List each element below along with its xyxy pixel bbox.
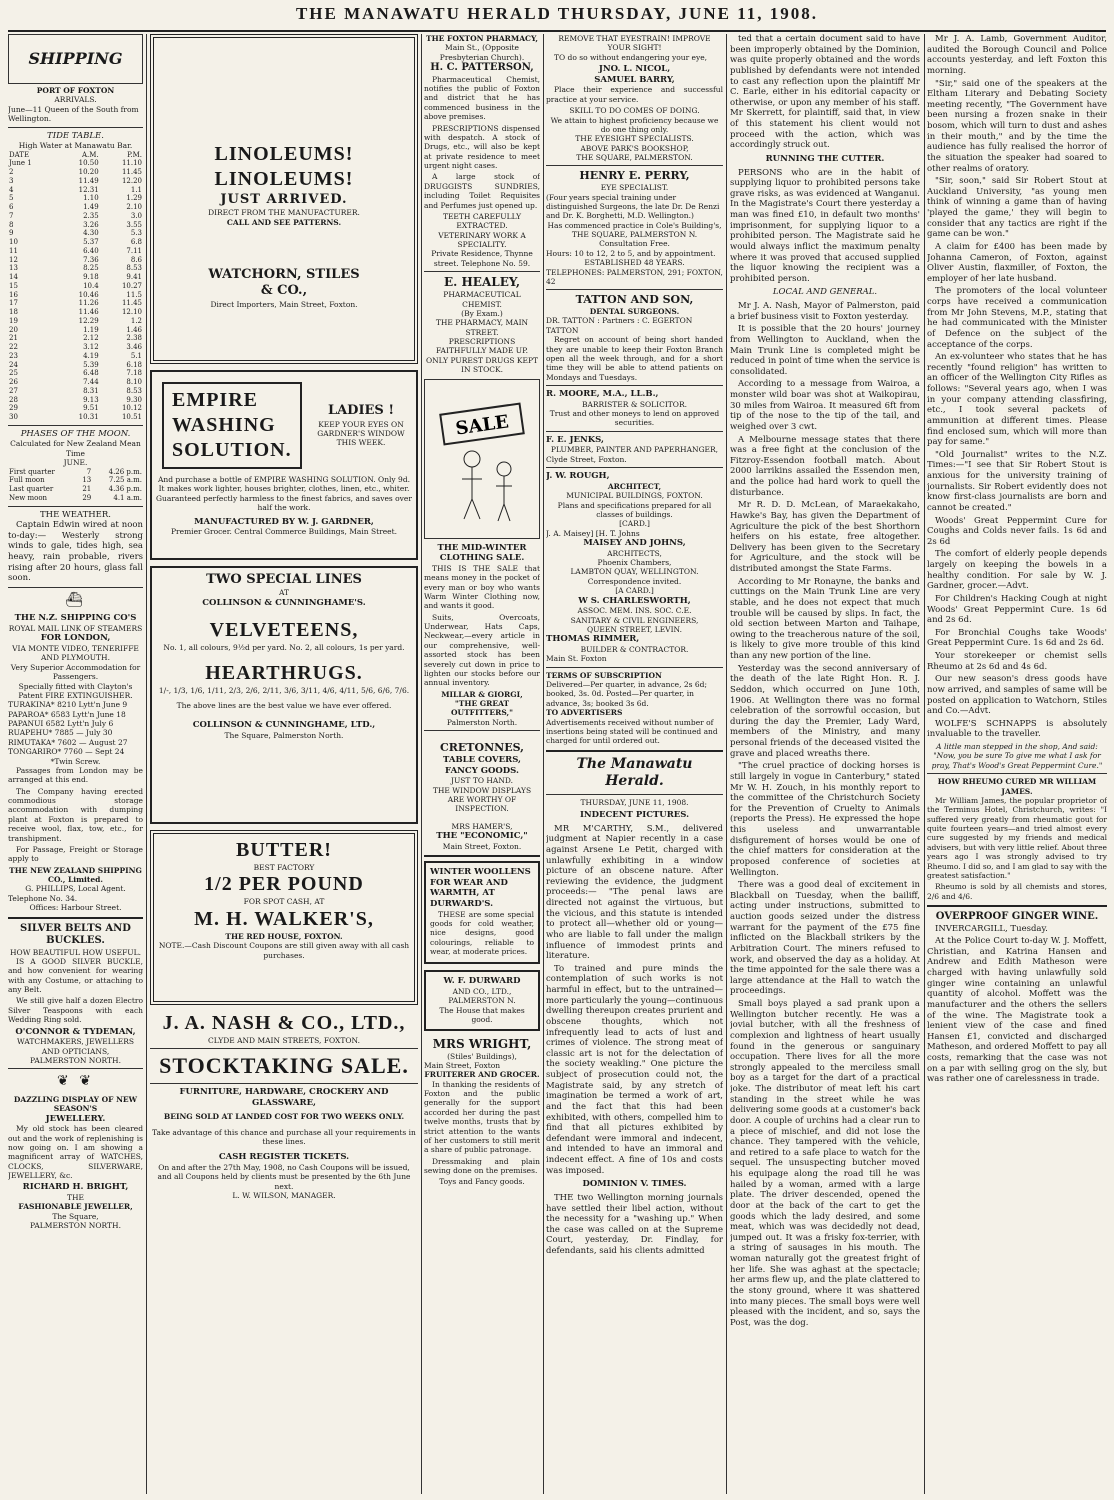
the-label: THE — [66, 1193, 85, 1202]
card: [CARD.] — [619, 519, 650, 529]
tide-row: 21 2.12 2.38 — [9, 334, 142, 343]
rough: J. W. ROUGH, — [546, 471, 610, 482]
just-hand: JUST TO HAND. — [450, 776, 514, 786]
twin-screw: *Twin Screw. — [50, 756, 101, 766]
to-advertisers: TO ADVERTISERS — [546, 708, 623, 718]
article-p10: "The cruel practice of docking horses is still largely in vogue in Canterbury," stated Mr W. H. Zouch, in his monthly report to the committee of the Christchurch Society for the Prevention of Cruelty to Animals (reports the Press). He expressed the hope this useless and unwarrantable disfigurement of horses would be one of the chief matters for consideration at the proposed conference of societies at Wellington. — [730, 761, 920, 878]
passages: Passages from London may be arranged at this end. — [8, 765, 143, 785]
article-p3: Mr J. A. Nash, Mayor of Palmerston, paid a brief business visit to Foxton yesterday. — [730, 301, 920, 322]
chemist: PHARMACEUTICAL CHEMIST. — [443, 290, 521, 309]
house-good: The House that makes good. — [439, 1005, 525, 1025]
silver-title: SILVER BELTS AND BUCKLES. — [20, 922, 131, 946]
jenks: F. E. JENKS, — [546, 434, 604, 445]
col6-p11: For Bronchial Coughs take Woods' Great Peppermint Cure. 1s 6d and 2s 6d. — [927, 627, 1107, 649]
col6-p2: "Sir," said one of the speakers at the Eltham Literary and Debating Society meeting recently, "The Government have been nursing a frozen snake in their bosom, which will turn to dust and ashes in their mouth," and by the time the audience has fully realised the horror of the situation the speaker had soared to other realms of oratory. — [927, 78, 1107, 174]
hours: Hours: 10 to 12, 2 to 5, and by appointment. — [546, 248, 716, 258]
article-p11: There was a good deal of excitement in Blackball on Tuesday, when the bailiff, acting under instructions, submitted to auction goods seized under the distress warrant for the payment of the £75 fine inflicted on the Blackball strikers by the Arbitration Court. The miners refused to work, and observed the day as a holiday. At the time appointed for the sale there was a large attendance at the Hall to watch the proceedings. — [730, 880, 920, 997]
col6-p4: A claim for £400 has been made by Johanna Cameron, of Foxton, against Oliver Austin, flaxmiller, of Foxton, the employer of her late husband. — [927, 241, 1107, 284]
jewellery-text: My old stock has been cleared out and the work of replenishing is now going on. I am showing a magnificent array of WATCHES, CLOCKS, SILVERWARE, JEWELLERY, &c. — [8, 1124, 143, 1180]
tide-row: 6 1.49 2.10 — [9, 203, 142, 211]
eye-spec: EYE SPECIALIST. — [600, 183, 669, 193]
moon-title: PHASES OF THE MOON. — [20, 428, 131, 439]
extinguisher: Specially fitted with Clayton's Patent FIRE EXTINGUISHER. — [18, 681, 133, 700]
col6-p7: "Old Journalist" writes to the N.Z. Times:—"I see that Sir Robert Stout is anxious for the university training of journalists. Sir Robert evidently does not know first-class journalists are born and cannot be created." — [927, 449, 1107, 513]
sanitary: SANITARY & CIVIL ENGINEERS, — [570, 615, 699, 625]
at: AT — [278, 588, 289, 598]
perry-text: (Four years special training under distinguished Surgeons, the late Dr. De Renzi and Dr. K. Borghetti, M.D. Wellington.) — [546, 192, 720, 221]
barrister: BARRISTER & SOLICITOR. — [581, 399, 687, 409]
tide-row: 14 9.18 9.41 — [9, 273, 142, 281]
economic: THE "ECONOMIC," — [436, 831, 528, 841]
municipal: MUNICIPAL BUILDINGS, FOXTON. — [566, 491, 703, 501]
column-5 — [730, 34, 920, 1496]
tide-row: June 1 10.50 11.10 — [9, 159, 142, 168]
watchmakers: WATCHMAKERS, JEWELLERS AND OPTICIANS, — [17, 1037, 134, 1056]
advantage: Take advantage of this chance and purchase all your requirements in these lines. — [152, 1127, 416, 1146]
jewellery-title: JEWELLERY. — [45, 1113, 106, 1124]
durward-co: AND CO., LTD., PALMERSTON N. — [448, 987, 516, 1006]
tatton: TATTON AND SON, — [575, 293, 694, 307]
regret: Regret on account of being short handed they are unable to keep their Foxton Branch open all the week through, and for a short time they will be able to attend patients on Mondays and Tuesdays. — [546, 335, 723, 382]
lambton: LAMBTON QUAY, WELLINGTON. — [570, 567, 699, 577]
purest: ONLY PUREST DRUGS KEPT IN STOCK. — [425, 355, 539, 375]
indecent-title: INDECENT PICTURES. — [579, 810, 690, 820]
tide-row: 16 10.46 11.5 — [9, 290, 142, 299]
article-p6: A Melbourne message states that there was a free fight at the conclusion of the Fitzroy-Essendon football match. About 2000 larrikins assailed the Essendon men, and the police had hard work to quell the disturbance. — [730, 434, 920, 498]
direct: DIRECT FROM THE MANUFACTURER. — [208, 208, 360, 218]
article-p2: PERSONS who are in the habit of supplying liquor to prohibited persons take grave risks, as was evidenced at Wanganui. In the Magistrate's Court there yesterday a man was fined £10, in default two months' imprisonment, for supplying liquor to a prohibited person. The Magistrate said he would always inflict the maximum penalty where it was proved that accused supplied the liquor knowing the recipient was a prohibited person. — [730, 167, 920, 284]
terms-text: Delivered—Per quarter, in advance, 2s 6d; booked, 3s. 0d. Posted—Per quarter, in advance, 3s; booked 3s 6d. — [546, 680, 707, 708]
above-lines: The above lines are the best value we have ever offered. — [176, 701, 392, 710]
sale-text: THIS IS THE SALE that means money in the pocket of every man or boy who wants Warm Winter Clothing now, and wants it good. — [424, 563, 540, 611]
tide-row: 8 3.26 3.55 — [9, 220, 142, 229]
herald-title: The Manawatu Herald. — [576, 755, 693, 790]
eyestrain: REMOVE THAT EYESTRAIN! IMPROVE YOUR SIGHT! — [558, 34, 711, 53]
keep-eyes: KEEP YOUR EYES ON GARDNER'S WINDOW THIS WEEK. — [317, 419, 405, 448]
perry: HENRY E. PERRY, — [579, 169, 690, 183]
tide-row: 26 7.44 8.10 — [9, 378, 142, 386]
dazzling: DAZZLING DISPLAY OF NEW SEASON'S — [13, 1094, 138, 1114]
pharmacy: THE FOXTON PHARMACY, — [426, 34, 538, 43]
stocktaking: STOCKTAKING SALE. — [159, 1053, 409, 1079]
skill: SKILL TO DO COMES OF DOING. — [569, 106, 700, 116]
table-covers: TABLE COVERS, — [442, 754, 521, 765]
collinson-ad — [150, 566, 418, 824]
arrivals-heading: ARRIVALS. — [54, 95, 97, 105]
faithfully: PRESCRIPTIONS FAITHFULLY MADE UP. — [435, 337, 528, 356]
telephones: TELEPHONES: PALMERSTON, 291; FOXTON, 42 — [546, 267, 723, 286]
tide-row: 13 8.25 8.53 — [9, 264, 142, 273]
company-text: The Company having erected commodious storage accommodation with dumping plant at Foxton is prepared to receive wool, flax, tow, etc., for transhipment. — [8, 786, 143, 843]
above-parks: ABOVE PARK'S BOOKSHOP, — [580, 143, 689, 153]
telephone: Telephone No. 34. — [8, 893, 78, 903]
column-rule — [924, 34, 925, 1494]
royal-mail: ROYAL MAIL LINK OF STEAMERS — [8, 624, 143, 633]
sale-sign-text: SALE — [454, 410, 511, 440]
durward-ad — [424, 970, 540, 1030]
winter-ad — [424, 861, 540, 964]
economic-address: Main Street, Foxton. — [442, 841, 522, 851]
square: The Square, — [52, 1211, 99, 1221]
steamer-row: RIMUTAKA* 7602 — August 27 — [8, 737, 128, 747]
velv-prices: No. 1, all colours, 9½d per yard. No. 2, all colours, 1s per yard. — [163, 643, 405, 653]
tide-row: 30 10.31 10.51 — [9, 413, 142, 421]
overproof-text: At the Police Court to-day W. J. Moffett, Christian, and Katrina Hansen and Andrew and Edith Matheson were charged with having unlawfully sold ginger wine containing an unlawful quantity of alcohol. Moffett was the manufacturer and the others the sellers of the wine. The Magistrate took a lenient view of the case and fined Hansen £1, convicted and discharged Matheson, and ordered Moffett to pay all costs, remarking that the case was not on a par with selling grog on the sly, but was rather one of carelessness in trade. — [927, 936, 1107, 1085]
rimmer: THOMAS RIMMER, — [546, 634, 640, 645]
local-title: LOCAL AND GENERAL. — [772, 287, 878, 298]
phoenix: Phoenix Chambers, — [597, 558, 672, 567]
cash-note: NOTE.—Cash Discount Coupons are still given away with all cash purchases. — [158, 941, 410, 960]
column-2 — [150, 34, 418, 1496]
residence: Private Residence, Thynne street. Telephone No. 59. — [431, 249, 533, 268]
commenced: Has commenced practice in Cole's Building's, — [547, 220, 722, 230]
eyesight: THE EYESIGHT SPECIALISTS. — [575, 134, 694, 144]
per-pound: 1/2 PER POUND — [204, 873, 364, 896]
just-arrived: JUST ARRIVED. — [220, 192, 348, 207]
tide-table: DATE A.M. P.M. June 1 10.50 11.10 2 10.20 11.45 3 11.49 12.20 4 12.31 1.1 5 1.10 1.29 6 1.49 2.10 7 2.35 3.0 8 3.26 3.55 9 4.30 5.3 10 5.37 6.8 11 6.40 7.11 12 7.36 8.6 13 8.25 8.53 14 9.18 9.41 15 10.4 10.27 16 10.46 11.5 17 11.26 11.45 18 11.46 12.10 19 12.29 1.2 20 1.19 1.46 21 2.12 2.38 22 3.12 3.46 23 4.19 5.1 24 5.39 6.18 25 6.48 7.18 26 7.44 8.10 27 8.31 8.53 28 9.13 9.30 29 9.51 10.12 30 10.31 10.51 — [9, 150, 142, 421]
indecent-p1: MR M'CARTHY, S.M., delivered judgment at Napier recently in a case against Arsene Le Petit, charged with unlawfully exhibiting in a window picture of an obscene nature. After reviewing the evidence, the judgment proceeds:— "The penal laws are directed not against the virtuous, but the vicious, and this statute is intended to protect all—whether old or young—who are liable to fall under the malign influence of immodest prints and literature. — [546, 823, 723, 962]
silver-text: IS A GOOD SILVER BUCKLE, and how convenient for wearing with any Costume, or attaching to any Belt. — [8, 956, 143, 994]
column-6 — [927, 34, 1107, 1496]
shipping-logo: SHIPPING — [8, 34, 143, 84]
attain: We attain to highest proficiency because we do one thing only. — [550, 115, 719, 134]
oconnor-name: O'CONNOR & TYDEMAN, — [15, 1026, 136, 1037]
millar-address: Palmerston North. — [446, 717, 518, 727]
druggists: A large stock of DRUGGISTS SUNDRIES, including Toilet Requisites and Perfumes just opened up. — [424, 172, 540, 210]
overproof-title: OVERPROOF GINGER WINE. — [935, 911, 1099, 922]
tide-row: 7 2.35 3.0 — [9, 211, 142, 220]
toys: Toys and Fancy goods. — [439, 1177, 525, 1187]
moon-subtitle: Calculated for New Zealand Mean Time — [10, 439, 141, 458]
steamer-list — [8, 700, 143, 756]
winter-heading: WINTER WOOLLENS FOR WEAR AND WARMTH, AT DURWARD'S. — [430, 867, 531, 909]
ship-icon: ⛴ — [65, 591, 86, 608]
durward: W. F. DURWARD — [443, 976, 521, 987]
accommodation: Very Superior Accommodation for Passengers. — [10, 662, 141, 682]
velveteens: VELVETEENS, — [209, 619, 359, 642]
company-name: THE NEW ZEALAND SHIPPING CO., Limited. — [9, 865, 142, 884]
silver-text-2: We still give half a dozen Electro Silver Teaspoons with each Wedding Ring sold. — [8, 996, 143, 1025]
tide-row: 23 4.19 5.1 — [9, 351, 142, 360]
architect: ARCHITECT, — [607, 481, 662, 491]
ladies: LADIES ! — [327, 403, 395, 419]
manufactured: MANUFACTURED BY W. J. GARDNER, — [194, 516, 374, 527]
col6-p9: The comfort of elderly people depends largely on keeping the bowels in a healthy condition. For sale by W. J. Gardner, grocer.—Advt. — [927, 549, 1107, 592]
healey: E. HEALEY, — [443, 275, 521, 290]
empire-2: WASHING — [172, 414, 276, 436]
lino-heading-1: LINOLEUMS! — [214, 143, 354, 165]
poem: A little man stepped in the shop, And said: "Now, you be sure To give me what I ask for pray, That's Wood's Great Peppermint Cure." — [931, 742, 1103, 770]
moon-table — [8, 468, 143, 503]
watchorn-name: WATCHORN, STILES — [208, 267, 360, 282]
col6-p8: Woods' Great Peppermint Cure for Coughs and Colds never fails. 1s 6d and 2s 6d — [927, 515, 1107, 547]
tide-row: 24 5.39 6.18 — [9, 360, 142, 369]
queen: QUEEN STREET, LEVIN. — [586, 624, 683, 634]
tide-row: 22 3.12 3.46 — [9, 343, 142, 351]
ornament-icon: ❦ ❦ — [57, 1073, 94, 1090]
article-p1: ted that a certain document said to have been improperly obtained by the Dominion, was quite properly obtained and the words published by defendants were not intended to cast any reflection upon the plaintiff Mr C. Earle, either in his editorial capacity or otherwise, or upon any member of his staff. Mr Skerrett, for plaintiff, said that, in view of this statement his client would not proceed with the action, which was accordingly struck out. — [730, 34, 920, 151]
tide-row: 3 11.49 12.20 — [9, 176, 142, 185]
article-p7: Mr R. D. D. McLean, of Maraekakaho, Hawke's Bay, has given the Department of Agriculture the pick of the best Shorthorn heifers on his estate, free altogether. Delivery has been given to the Secretary for Agriculture, and the stock will be distributed amongst the State Farms. — [730, 500, 920, 574]
partners: DR. TATTON : Partners : C. EGERTON TATTON — [546, 316, 693, 335]
millar: MILLAR & GIORGI, — [441, 689, 523, 699]
stiles-buildings: (Stiles' Buildings), — [447, 1051, 517, 1061]
tide-row: 28 9.13 9.30 — [9, 395, 142, 404]
fancy-goods: FANCY GOODS. — [445, 765, 519, 776]
rheumo-text: Mr William James, the popular proprietor of the Terminus Hotel, Christchurch, writes: "I suffered very greatly from rheumatic gout for quite fourteen years—and tried almost every cure suggested by my friends and medical advisers, but with very little relief. About three years ago I was strongly advised to try Rheumo. I did so, and I am glad to say with the greatest satisfaction." — [927, 795, 1107, 880]
adv-text: Advertisements received without number of insertions being stated will be continued and charged for until ordered out. — [546, 717, 718, 746]
article-p12: Small boys played a sad prank upon a Wellington butcher recently. He was a jovial butcher, with all the freshness of complexion and lightness of heart usually found in the generous or sanguinary occupation. There lives for all the more strongly appealed to the merciless small boy as a target for the dart of a practical joke. The distributor of meat left his cart standing in the street while he was delivering some goods at a customer's back door. A couple of urchins had a clear run to a piece of mischief, and did not lose the chance. They tampered with the vehicle, and retired to a safe place to watch for the sequel. The unsuspecting butcher moved his equipage along the road till he was hailed by a woman, armed with a large plate. The driver descended, opened the door at the back of the cart to get the goods which the lady desired, and some meat, which was was decidedly not dead, jumped out. It was a frisky fox-terrier, with a string of sausages in his mouth. The woman naturally got the greatest fright of her life. She was aghast at the spectacle; her arms flew up, and the plate clattered to the stony ground, where it was shattered into many pieces. The small boys were well pleased with the incident, and so, says the Post, was the dog. — [730, 999, 920, 1328]
collinson-ltd: COLLINSON & CUNNINGHAME, LTD., — [192, 720, 376, 731]
tide-row: 29 9.51 10.12 — [9, 404, 142, 413]
apply-text: For Passage, Freight or Storage apply to — [8, 844, 143, 864]
tide-row: 27 8.31 8.53 — [9, 386, 142, 395]
grocer: Premier Grocer. Central Commerce Buildings, Main Street. — [171, 527, 397, 537]
moon-month: JUNE. — [63, 458, 88, 468]
midwinter: THE MID-WINTER CLOTHING SALE. — [437, 542, 527, 564]
palmerston: PALMERSTON NORTH. — [30, 1055, 121, 1065]
makes: It makes work lighter, houses brighter, clothes, linen, etc., whiter. Guaranteed perfectly harmless to the finest fabrics, and saves over half the work. — [156, 484, 412, 513]
column-4 — [546, 34, 723, 1496]
tide-row: 12 7.36 8.6 — [9, 255, 142, 264]
tide-row: 11 6.40 7.11 — [9, 246, 142, 255]
wright: MRS WRIGHT, — [432, 1036, 532, 1051]
sale-illustration — [424, 379, 540, 539]
place: Place their experience and successful practice at your service. — [546, 85, 723, 104]
clyde-main: CLYDE AND MAIN STREETS, FOXTON. — [208, 1036, 360, 1045]
butter-ad — [150, 830, 418, 1005]
col6-p12: Your storekeeper or chemist sells Rheumo at 2s 6d and 4s 6d. — [927, 651, 1107, 672]
weather-title: THE WEATHER. — [40, 509, 111, 520]
col6-p13: Our new season's dress goods have now arrived, and samples of same will be posted on application to Watchorn, Stiles and Co.—Advt. — [927, 674, 1107, 717]
column-rule — [726, 34, 727, 1494]
cutter-title: RUNNING THE CUTTER. — [765, 153, 885, 164]
tide-row: 4 12.31 1.1 — [9, 185, 142, 194]
tide-row: 17 11.26 11.45 — [9, 299, 142, 308]
column-1 — [8, 34, 143, 1496]
landed-cost: BEING SOLD AT LANDED COST FOR TWO WEEKS ONLY. — [163, 1112, 405, 1122]
col6-p1: Mr J. A. Lamb, Government Auditor, audited the Borough Council and Police accounts yesterday, and left Foxton this morning. — [927, 34, 1107, 76]
prescriptions: PRESCRIPTIONS dispensed with despatch. A stock of Drugs, etc., will also be kept at private residence to meet urgent night cases. — [424, 123, 540, 170]
consult: Consultation Free. — [599, 239, 670, 249]
established: ESTABLISHED 48 YEARS. — [584, 258, 685, 268]
suits: Suits, Overcoats, Underwear, Hats Caps, Neckwear,—every article in our comprehensive, well-assorted stock has been severely cut down in price to lighten our stocks before our annual inventory. — [424, 612, 540, 688]
tide-row: 9 4.30 5.3 — [9, 229, 142, 238]
plumber: PLUMBER, PAINTER AND PAPERHANGER, — [550, 445, 719, 455]
teeth: TEETH CAREFULLY EXTRACTED. — [442, 211, 522, 231]
rheumo-sold: Rheumo is sold by all chemists and stores, 2/6 and 4/6. — [927, 882, 1107, 901]
col6-p6: An ex-volunteer who states that he has recently "found religion" has written to an officer of the Wellington City Rifles as follows: "Several years ago, when I was in your company attending classfiring, etc., I took several packets of ammunition at different times. Please find enclosed sum, which will more than pay for same." — [927, 352, 1107, 448]
for-london: FOR LONDON, — [40, 633, 111, 644]
tide-row: 25 6.48 7.18 — [9, 369, 142, 378]
nash: J. A. NASH & CO., LTD., — [162, 1012, 406, 1034]
linoleum-ad — [150, 34, 418, 364]
col6-p10: For Children's Hacking Cough at night Woods' Great Peppermint Cure. 1s 6d and 2s 6d. — [927, 593, 1107, 626]
winter-text: THESE are some special goods for cold weather, nice designs, good colourings, reliable to wear, at moderate prices. — [430, 909, 534, 956]
outfitters: "THE GREAT OUTFITTERS," — [451, 699, 513, 718]
moon-row: First quarter 7 4.26 p.m. — [9, 467, 142, 476]
invercargill: INVERCARGILL, Tuesday. — [935, 923, 1048, 934]
charlesworth: W S. CHARLESWORTH, — [578, 595, 691, 606]
collinson: COLLINSON & CUNNINGHAME'S. — [202, 597, 366, 608]
watchorn-address: Direct Importers, Main Street, Foxton. — [210, 299, 358, 309]
tide-row: 10 5.37 6.8 — [9, 238, 142, 246]
steamer-row: PAPANUI 6582 Lytt'n July 6 — [8, 719, 114, 728]
lino-heading-2: LINOLEUMS! — [214, 168, 354, 190]
wright-text: In thanking the residents of Foxton and the public generally for the support accorded her during the past twelve months, trusts that by strict attention to the wants of her customers to still merit a share of public patronage. — [424, 1079, 540, 1155]
cash-text: On and after the 27th May, 1908, no Cash Coupons will be issued, and all Coupons held by clients must be presented by the 6th June next. — [157, 1162, 411, 1191]
steamer-row: RUAPEHU* 7885 — July 30 — [8, 728, 113, 738]
patterson-text: Pharmaceutical Chemist, notifies the public of Foxton and district that he has commenced business in the above premises. — [424, 74, 540, 122]
trust: Trust and other moneys to lend on approved securities. — [549, 409, 720, 428]
moon-row: Full moon 13 7.25 a.m. — [9, 476, 142, 485]
collinson-address: The Square, Palmerston North. — [224, 731, 344, 740]
butter: BUTTER! — [236, 839, 332, 861]
steamer-row: TURAKINA* 8210 Lytt'n June 9 — [8, 700, 128, 710]
hearth-prices: 1/-, 1/3, 1/6, 1/11, 2/3, 2/6, 2/11, 3/6, 3/11, 4/6, 4/11, 5/6, 6/6, 7/6. — [158, 685, 410, 695]
indecent-p2: To trained and pure minds the contemplation of such works is not harmful in effect, but to the untrained—more particularly the young—continuous dwelling thereupon creates prurient and obscene thoughts, which not infrequently lead to acts of lust and crimes of violence. The strong meat of classic art is not for the delectation of the society weakling." One picture the subject of prosecution could not, the Magistrate said, by any stretch of imagination be termed a work of art, and the fact that this had been exhibited, with others, compelled him to find that all pictures exhibited by defendant were immoral and indecent, and intended to have an immoral and indecent effect. A fine of 10s and costs was imposed. — [546, 963, 723, 1176]
vet: VETERINARY WORK A SPECIALITY. — [438, 230, 526, 249]
dominion-title: DOMINION V. TIMES. — [582, 1179, 687, 1190]
article-p4: It is possible that the 20 hours' journey from Wellington to Auckland, when the Main Trunk Line is completed might be reduced in point of time when the service is consolidated. — [730, 324, 920, 377]
hamer: MRS HAMER'S, — [451, 821, 513, 831]
maisey: MAISEY AND JOHNS, — [583, 538, 686, 548]
rimmer-address: Main St. Foxton — [546, 654, 607, 664]
card-2: [A CARD.] — [615, 586, 654, 596]
fashionable: FASHIONABLE JEWELLER, — [18, 1202, 133, 1212]
dressmaking: Dressmaking and plain sewing done on the premises. — [424, 1156, 540, 1175]
two-special: TWO SPECIAL LINES — [206, 572, 362, 587]
herald-date: THURSDAY, JUNE 11, 1908. — [580, 797, 689, 807]
by-exam: (By Exam.) — [461, 308, 503, 318]
moon-row: Last quarter 21 4.36 p.m. — [9, 485, 142, 493]
col6-p3: "Sir, soon," said Sir Robert Stout at Auckland University, "as young men think of winning a game than of having 'played the game,' they will begin to consider that any tactics are right if the game can be won." — [927, 176, 1107, 240]
barry: SAMUEL BARRY, — [594, 74, 675, 85]
empire-ad — [150, 370, 418, 560]
red-house: THE RED HOUSE, FOXTON. — [225, 931, 343, 941]
tide-row: 15 10.4 10.27 — [9, 281, 142, 290]
palmerston-2: PALMERSTON NORTH. — [30, 1221, 121, 1231]
correspondence: Correspondence invited. — [587, 576, 682, 586]
steamer-row: PAPAROA* 6583 Lytt'n June 18 — [8, 709, 126, 719]
plans: Plans and specifications prepared for all classes of buildings. — [557, 500, 712, 519]
port-heading: PORT OF FOXTON — [36, 86, 115, 95]
patterson: H. C. PATTERSON, — [430, 62, 534, 74]
windows: THE WINDOW DISPLAYS ARE WORTHY OF INSPECTION. — [432, 785, 532, 814]
architects: ARCHITECTS, — [607, 548, 662, 558]
moon-row: New moon 29 4.1 a.m. — [9, 493, 142, 502]
offices: Offices: Harbour Street. — [29, 903, 122, 913]
square-pn: THE SQUARE, PALMERSTON N. — [571, 230, 698, 239]
tide-subtitle: High Water at Manawatu Bar. — [18, 141, 133, 151]
column-rule — [421, 34, 422, 1494]
article-p9: Yesterday was the second anniversary of the death of the late Right Hon. R. J. Seddon, which occurred on June 10th, 1906. At Wellington there was no formal celebration of the sorrowful occasion, but during the day the Premier, Lady Ward, members of the Ministry, and many personal friends of the deceased visited the grave and placed wreaths there. — [730, 663, 920, 759]
col6-p14: WOLFE'S SCHNAPPS is absolutely invaluable to the traveller. — [927, 718, 1107, 740]
the-square: THE SQUARE, PALMERSTON. — [576, 153, 693, 162]
eye-text: TO do so without endangering your eye, — [554, 52, 708, 62]
clyde: Clyde Street, Foxton. — [546, 454, 627, 464]
bright-name: RICHARD H. BRIGHT, — [22, 1182, 129, 1193]
tide-row: 20 1.19 1.46 — [9, 325, 142, 334]
walker: M. H. WALKER'S, — [194, 907, 374, 930]
pharmacy-main: THE PHARMACY, MAIN STREET. — [435, 318, 529, 337]
assoc: ASSOC. MEM. INS. SOC. C.E. — [577, 606, 692, 616]
masthead: THE MANAWATU HERALD THURSDAY, JUNE 11, 1908. — [295, 4, 819, 23]
nz-shipping-heading: THE N.Z. SHIPPING CO'S — [14, 613, 137, 624]
manager: L. W. WILSON, MANAGER. — [232, 1191, 336, 1200]
nicol: JNO. L. NICOL, — [598, 64, 671, 75]
furniture: FURNITURE, HARDWARE, CROCKERY AND GLASSWARE, — [179, 1086, 389, 1108]
top-rule — [8, 30, 1106, 32]
tide-row: 18 11.46 12.10 — [9, 308, 142, 316]
spot-cash: FOR SPOT CASH, AT — [243, 897, 325, 907]
article-p8: According to Mr Ronayne, the banks and cuttings on the Main Trunk Line are very stable, and he does not expect that much trouble will be caused by slips. In fact, the old section between Marton and Taihape, owing to the treacherous nature of the soil, is likely to give more trouble of this kind than any new portion of the line. — [730, 576, 920, 661]
arrival-text: June—11 Queen of the South from Wellington. — [8, 104, 139, 124]
watchorn-co: & CO., — [260, 283, 308, 299]
rheumo-title: HOW RHEUMO CURED MR WILLIAM JAMES. — [937, 777, 1097, 796]
wright-address: Main Street, Foxton — [424, 1060, 501, 1070]
article-p5: According to a message from Wairoa, a monster wild boar was shot at Waikopirau, 30 miles from Wairoa. It measured 6ft from tip of the nose to the tip of the tail, and weighed over 3 cwt. — [730, 379, 920, 432]
dominion-p: THE two Wellington morning journals have settled their libel action, without the necessity for a "washing up." When the case was called on at the Supreme Court, yesterday, Dr. Findlay, for defendants, said his clients admitted — [546, 1192, 723, 1256]
builder: BUILDER & CONTRACTOR. — [580, 644, 689, 654]
pharmacy-address: Main St., (Opposite Presbyterian Church). — [439, 43, 525, 62]
tide-row: 5 1.10 1.29 — [9, 194, 142, 203]
maisey-names: J. A. Maisey] [H. T. Johns — [546, 528, 640, 538]
silver-subtitle: HOW BEAUTIFUL HOW USEFUL. — [10, 947, 141, 957]
fruiterer: FRUITERER AND GROCER. — [424, 1070, 540, 1080]
column-rule — [146, 34, 147, 1494]
moore: R. MOORE, M.A., LL.B., — [546, 389, 659, 399]
dental: DENTAL SURGEONS. — [589, 307, 680, 316]
col6-p5: The promoters of the local volunteer corps have received a communication from Mr John Stevens, M.P., stating that he had communicated with the Minister of Defence on the subject of the acceptance of the corps. — [927, 286, 1107, 350]
best-factory: BEST FACTORY — [253, 863, 315, 872]
cash-register: CASH REGISTER TICKETS. — [218, 1152, 350, 1163]
local-agent: G. PHILLIPS, Local Agent. — [25, 884, 126, 894]
tide-title: TIDE TABLE. — [47, 130, 104, 141]
steamer-row: TONGARIRO* 7760 — Sept 24 — [8, 747, 125, 757]
call-patterns: CALL AND SEE PATTERNS. — [226, 217, 342, 227]
empire-1: EMPIRE — [172, 389, 258, 411]
hearthrugs: HEARTHRUGS. — [205, 661, 363, 684]
nash-ad — [150, 1011, 418, 1200]
weather-text: Captain Edwin wired at noon to-day:— Westerly strong winds to gale, tides high, sea heavy, rain probable, rivers rising after 20 hours, glass fall soon. — [8, 520, 143, 584]
column-rule — [543, 34, 544, 1494]
column-3 — [424, 34, 540, 1496]
tide-row: 2 10.20 11.45 — [9, 168, 142, 176]
empire-3: SOLUTION. — [172, 439, 292, 461]
purchase: And purchase a bottle of EMPIRE WASHING SOLUTION. Only 9d. — [157, 475, 410, 484]
cretonnes: CRETONNES, — [440, 741, 524, 755]
tide-row: 19 12.29 1.2 — [9, 316, 142, 325]
via-route: VIA MONTE VIDEO, TENERIFFE AND PLYMOUTH. — [12, 644, 139, 663]
terms: TERMS OF SUBSCRIPTION — [546, 670, 662, 680]
